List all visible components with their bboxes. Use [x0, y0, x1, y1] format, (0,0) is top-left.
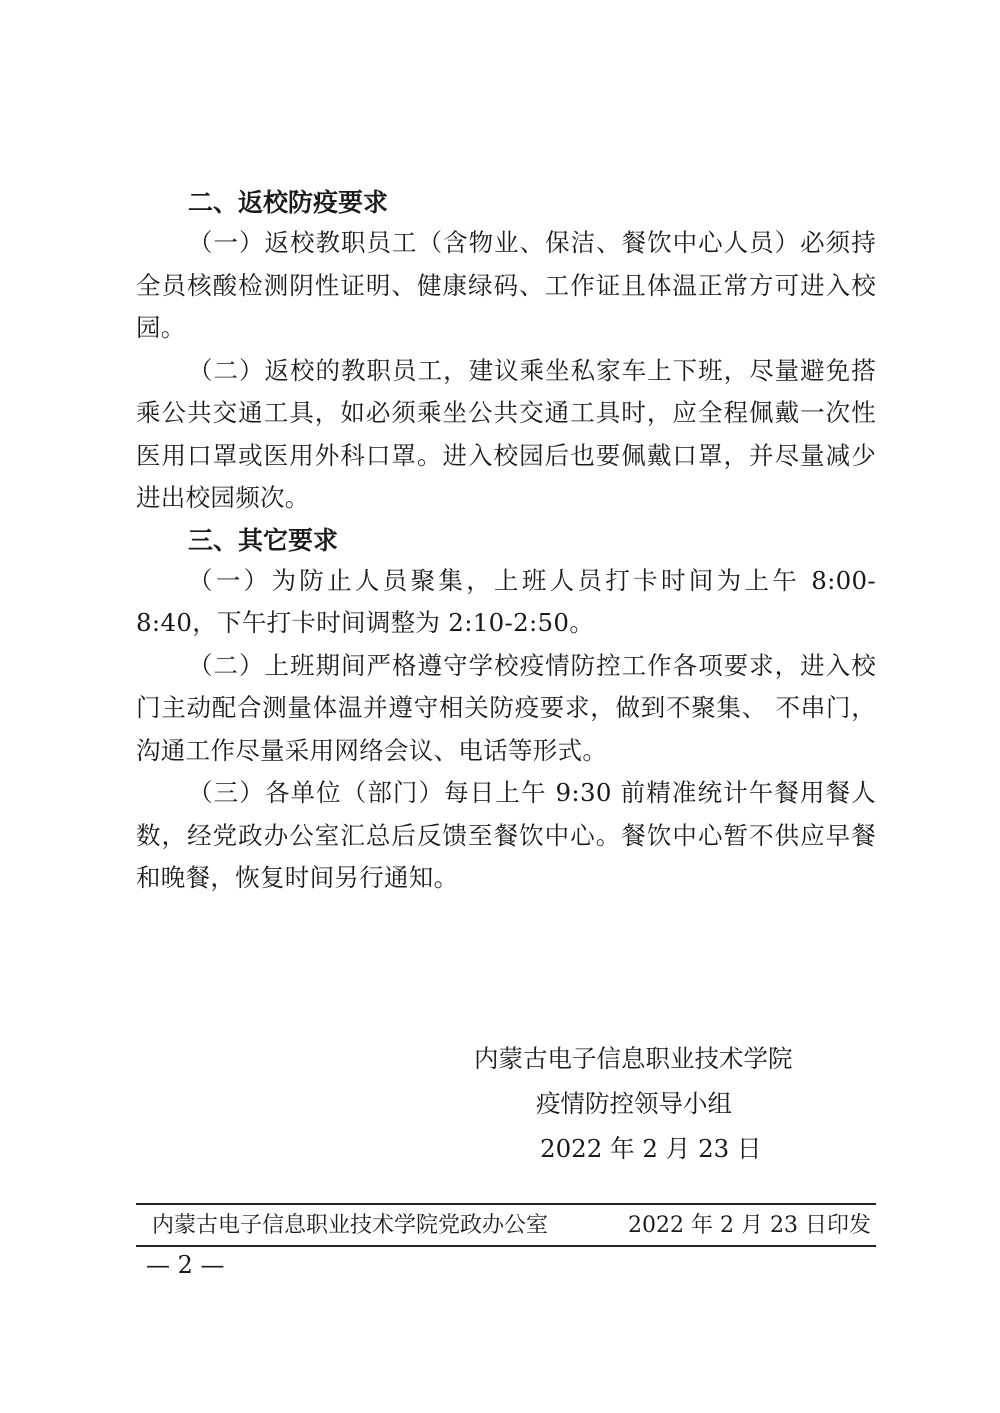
section-heading-return-requirements: 二、返校防疫要求 — [188, 188, 389, 217]
paragraph-return-1: （一）返校教职员工（含物业、保洁、餐饮中心人员）必须持全员核酸检测阴性证明、健康绿码、工作证且体温正常方可进入校园。 — [136, 228, 876, 342]
paragraph-other-1: （一）为防止人员聚集，上班人员打卡时间为上午 8:00-8:40，下午打卡时间调整为 2:10-2:50。 — [136, 565, 876, 637]
section-heading-other-requirements: 三、其它要求 — [188, 525, 339, 555]
paragraph-other-2: （二）上班期间严格遵守学校疫情防控工作各项要求，进入校门主动配合测量体温并遵守相关防疫要求，做到不聚集、 不串门，沟通工作尽量采用网络会议、电话等形式。 — [136, 650, 876, 765]
footer-bottom-rule — [136, 1245, 876, 1247]
paragraph-other-3: （三）各单位（部门）每日上午 9:30 前精准统计午餐用餐人数，经党政办公室汇总后反馈至餐饮中心。餐饮中心暂不供应早餐和晚餐，恢复时间另行通知。 — [136, 778, 876, 892]
footer-issue-date: 2022 年 2 月 23 日印发 — [628, 1213, 871, 1238]
signature-date: 2022 年 2 月 23 日 — [540, 1134, 762, 1163]
document-body — [136, 184, 876, 900]
paragraph-return-2: （二）返校的教职员工，建议乘坐私家车上下班，尽量避免搭乘公共交通工具，如必须乘坐公共交通工具时，应全程佩戴一次性医用口罩或医用外科口罩。进入校园后也要佩戴口罩，并尽量减少进出校园频次。 — [136, 355, 876, 512]
signature-organization: 内蒙古电子信息职业技术学院 — [474, 1044, 793, 1073]
footer-issuing-office: 内蒙古电子信息职业技术学院党政办公室 — [152, 1213, 549, 1238]
page-number: — 2 — — [146, 1251, 225, 1279]
signature-group: 疫情防控领导小组 — [536, 1089, 732, 1118]
signature-block — [474, 1036, 834, 1171]
footer-top-rule — [136, 1203, 876, 1205]
